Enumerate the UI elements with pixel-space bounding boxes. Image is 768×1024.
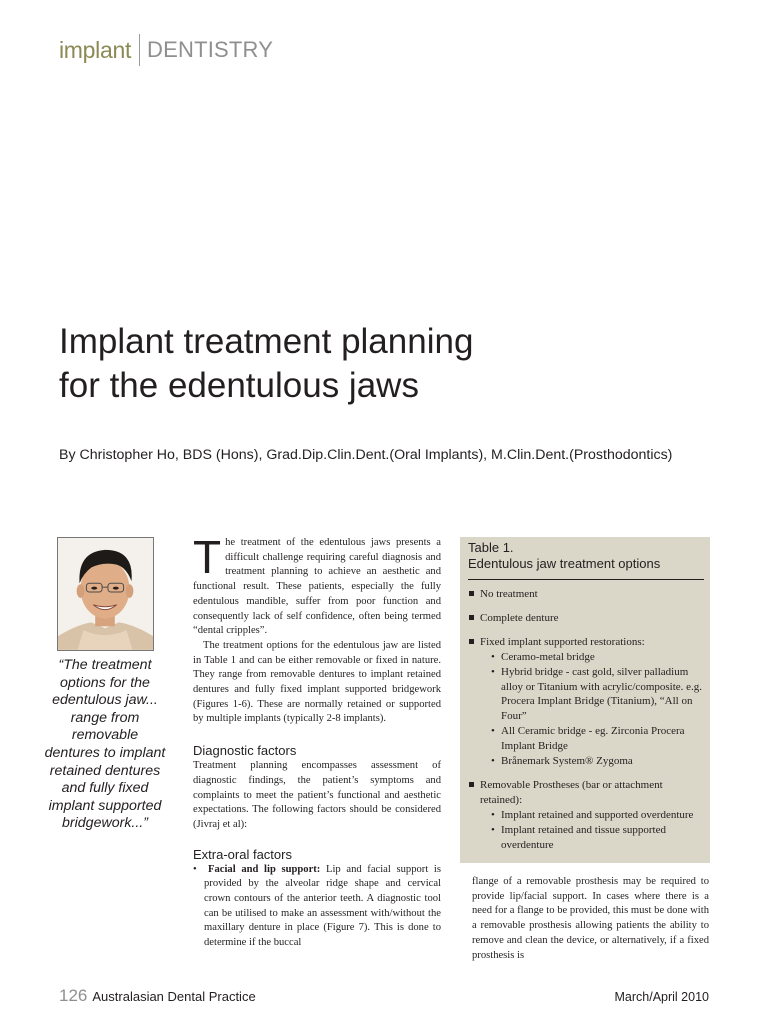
table-item-no-treatment: No treatment <box>468 587 706 602</box>
table-options-list <box>468 587 706 853</box>
publication-name: Australasian Dental Practice <box>92 989 256 1004</box>
square-bullet-icon <box>469 591 474 596</box>
title-line-1: Implant treatment planning <box>59 322 474 361</box>
table-subitem: • Hybrid bridge - cast gold, silver palladium alloy or Titanium with acrylic/composite. e.g. Procera Implant Bridge (Titanium), “All on Four” <box>491 665 703 723</box>
flange-paragraph: flange of a removable prosthesis may be required to provide lip/facial support. In cases where there is a need for a flange to be provided, this must be done with a removable prosthesis allowing patients the ability to remove and clean the device, or alternatively, if a fixed prosthesis is <box>472 876 709 961</box>
table-item-complete-denture: Complete denture <box>468 611 706 626</box>
page-number: 126 <box>59 986 88 1005</box>
bullet-label: Facial and lip support: <box>208 863 321 875</box>
author-photo <box>57 537 154 651</box>
options-paragraph: The treatment options for the edentulous jaw are listed in Table 1 and can be either removable or fixed in nature. They range from removable dentures to implant retained dentures and fully fixed implant supported bridgework (Figures 1-6). These are normally retained or supported by multiple implants (typically 2-8 implants). <box>193 639 441 725</box>
diagnostic-paragraph: Treatment planning encompasses assessment of diagnostic findings, the patient’s symptoms and complaints to meet the patient’s functional and aesthetic expectations. The following factors should be considered (Jivraj et al): <box>193 760 441 830</box>
table-rule <box>468 579 704 580</box>
table-subitem: • Ceramo-metal bridge <box>491 650 595 663</box>
table-item-removable-prostheses: Removable Prostheses (bar or attachment retained): • Implant retained and supported overdenture • Implant retained and tissue supported overdenture <box>468 778 706 853</box>
diagnostic-factors-heading: Diagnostic factors <box>193 743 297 759</box>
header-divider <box>139 34 140 66</box>
intro-paragraph: he treatment of the edentulous jaws presents a difficult challenge requiring careful diagnosis and treatment planning to achieve an aesthetic and functional result. These patients, especially the fully edentulous mandible, suffer from poor function and consequently lack of self confidence, often being termed “dental cripples”. <box>193 537 441 637</box>
body-column-1 <box>193 531 441 951</box>
table-subitem: • Implant retained and supported overdenture <box>491 808 694 821</box>
table-1 <box>460 537 710 863</box>
pull-quote: “The treatment options for the edentulous jaw... range from removable dentures to implant retained dentures and fully fixed implant supported bridgework...” <box>44 657 166 832</box>
author-byline: By Christopher Ho, BDS (Hons), Grad.Dip.Clin.Dent.(Oral Implants), M.Clin.Dent.(Prosthodontics) <box>59 447 673 463</box>
table-item-fixed-restorations: Fixed implant supported restorations: • Ceramo-metal bridge • Hybrid bridge - cast gold, silver palladium alloy or Titanium with acrylic/composite. e.g. Procera Implant Bridge (Titanium), “All on Four” • All Ceramic bridge - eg. Zirconia Procera Implant Bridge • Brånemark System® Zygoma <box>468 635 706 769</box>
body-column-2 <box>472 875 709 963</box>
table-label: Table 1. <box>468 540 514 555</box>
article-title <box>59 320 619 408</box>
extra-oral-factors-heading: Extra-oral factors <box>193 846 292 862</box>
table-subitem: • All Ceramic bridge - eg. Zirconia Procera Implant Bridge <box>491 725 685 753</box>
section-word: implant <box>59 36 132 63</box>
section-header <box>59 34 273 66</box>
square-bullet-icon <box>469 615 474 620</box>
table-subitem: • Implant retained and tissue supported overdenture <box>491 823 666 851</box>
issue-date: March/April 2010 <box>614 990 709 1004</box>
page-footer <box>59 986 256 1006</box>
title-line-2: for the edentulous jaws <box>59 366 419 405</box>
section-topic: DENTISTRY <box>147 37 274 62</box>
drop-cap: T <box>193 531 222 583</box>
facial-support-bullet: • Facial and lip support: Lip and facial support is provided by the alveolar ridge shape and cervical crown contours of the anterior teeth. A diagnostic tool can be utilised to make an assessment with/without the maxillary denture in place (Figure 7). This is done to determine if the buccal <box>193 863 441 949</box>
square-bullet-icon <box>469 639 474 644</box>
table-title: Edentulous jaw treatment options <box>468 556 661 571</box>
table-subitem: • Brånemark System® Zygoma <box>491 755 633 768</box>
square-bullet-icon <box>469 782 474 787</box>
bullet-text: Lip and facial support is provided by the alveolar ridge shape and cervical crown contours of the anterior teeth. A diagnostic tool can be utilised to make an assessment with/without the maxillary denture in place (Figure 7). This is done to determine if the buccal <box>204 863 441 949</box>
